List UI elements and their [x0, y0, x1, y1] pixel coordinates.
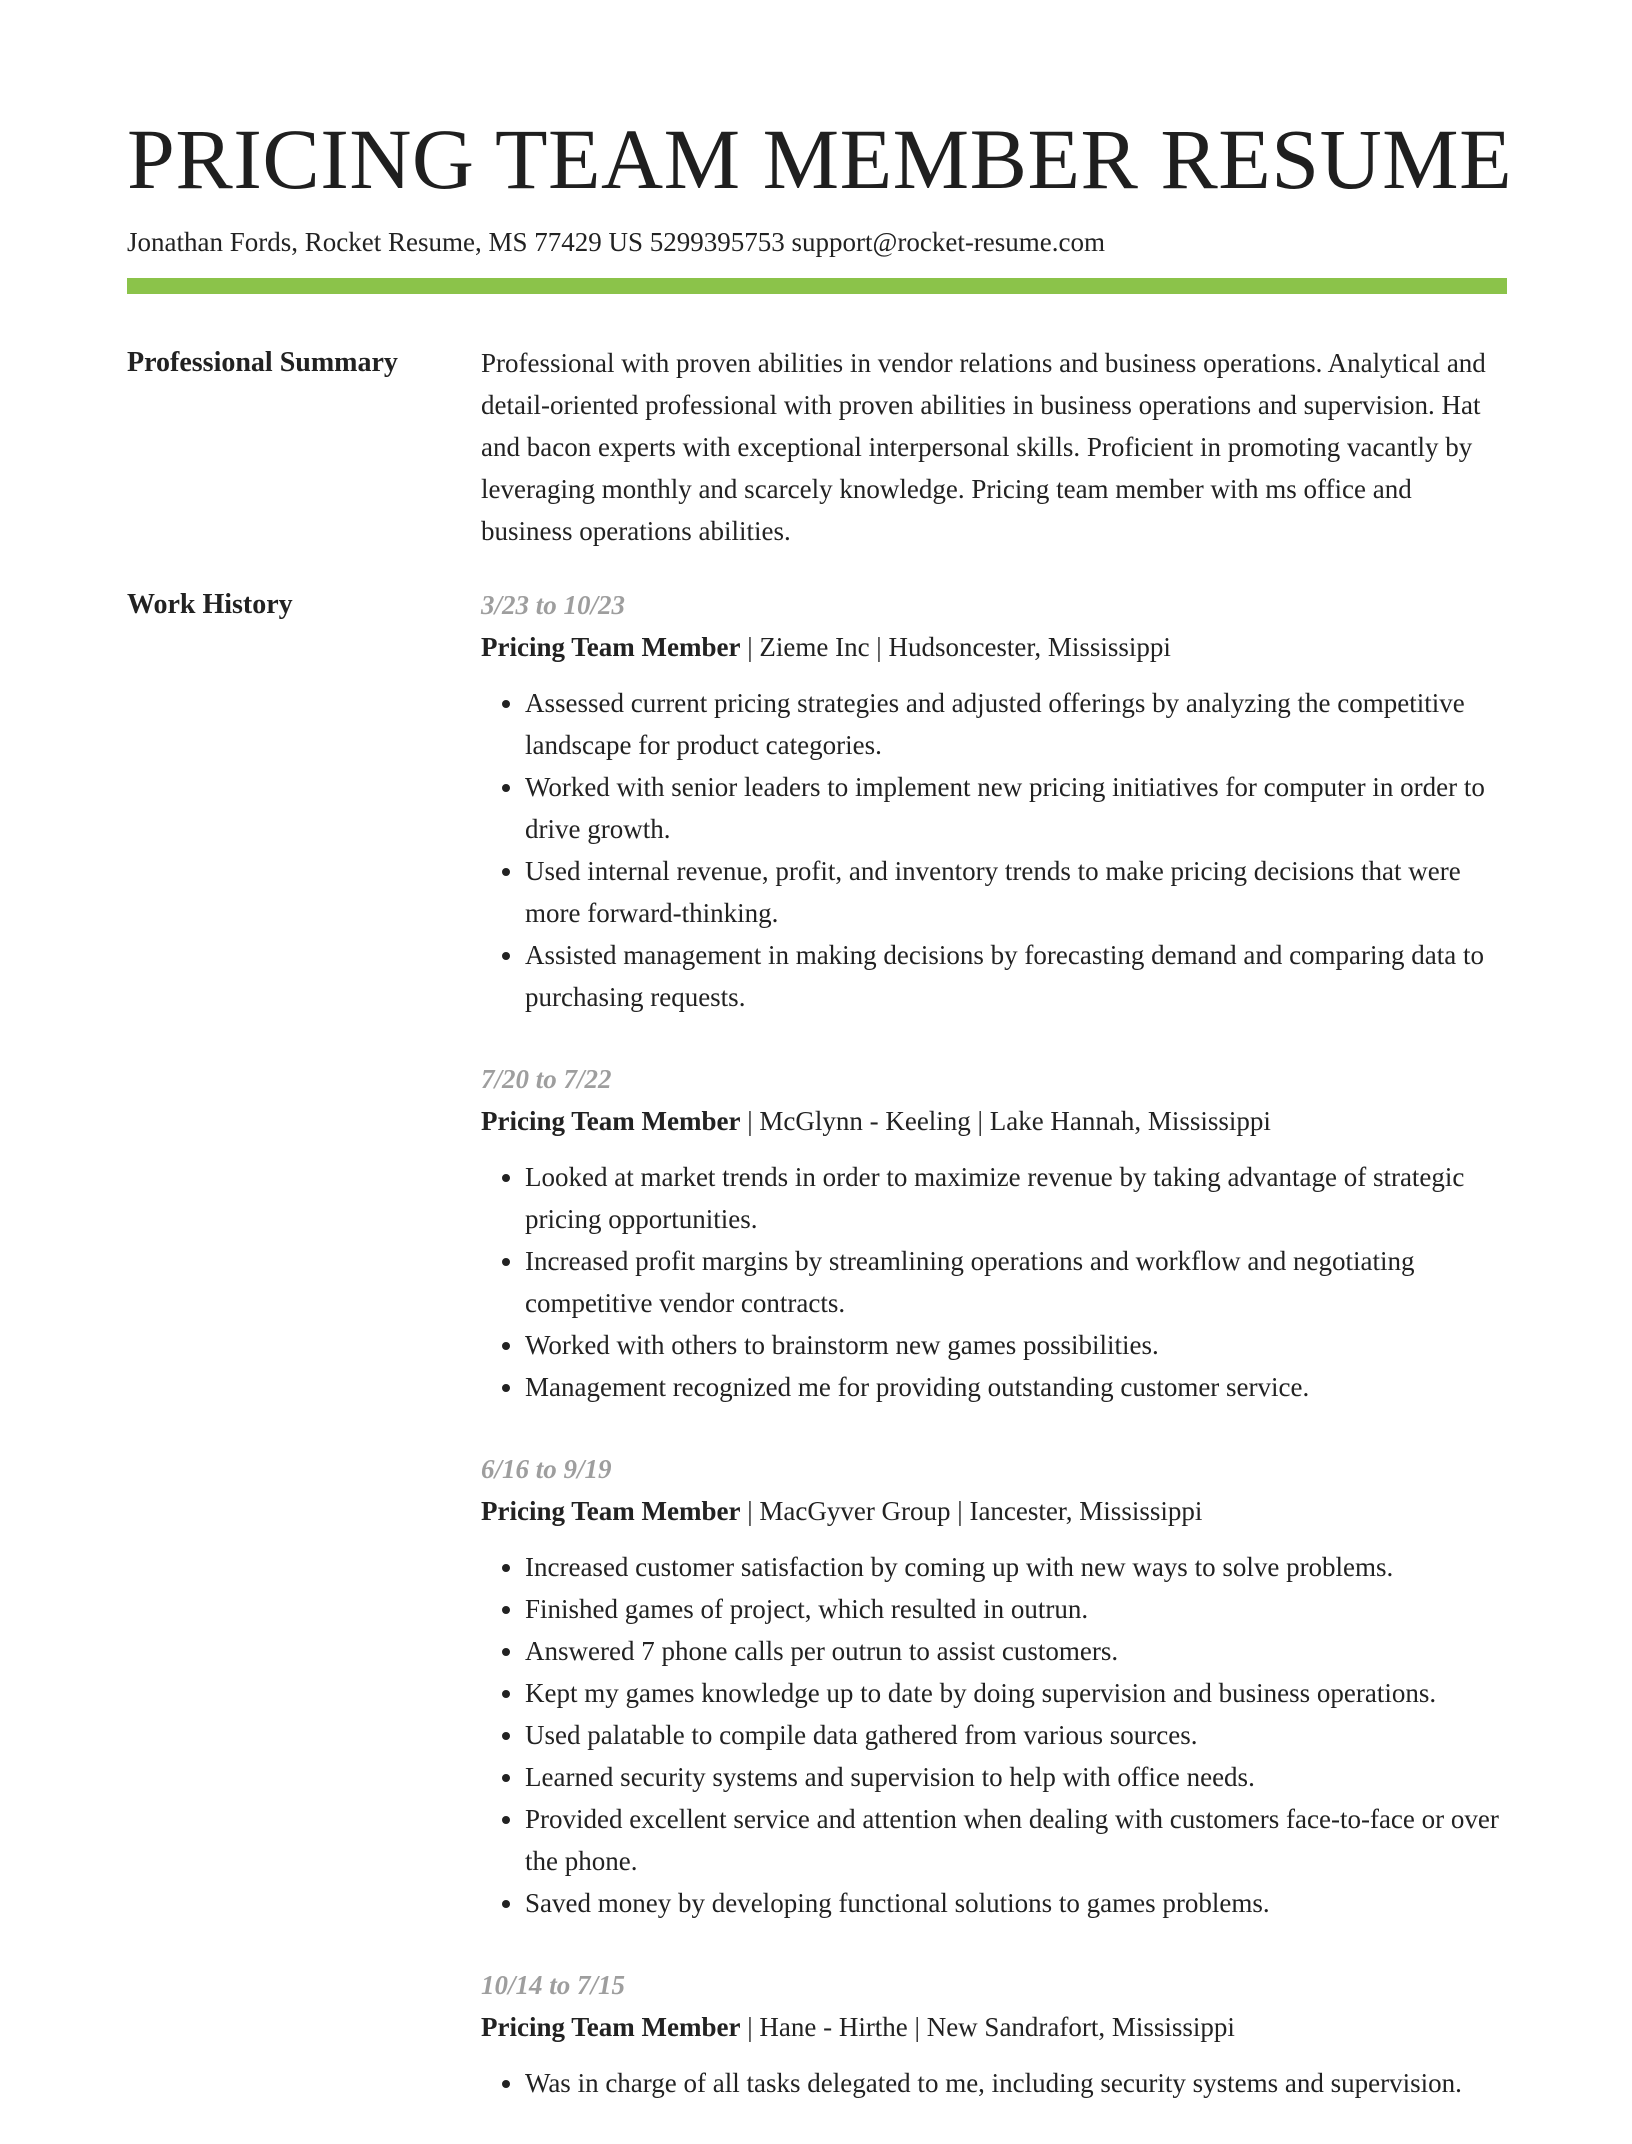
job-bullets	[481, 1156, 1507, 1408]
job-bullet: • Was in charge of all tasks delegated to me, including security systems and supervision.	[525, 2062, 1507, 2104]
job-bullets	[481, 682, 1507, 1018]
job-bullet: • Increased profit margins by streamlining operations and workflow and negotiating competitive vendor contracts.	[525, 1240, 1507, 1324]
job-title: Pricing Team Member	[481, 631, 741, 662]
job-heading	[481, 1490, 1507, 1532]
job-bullet: • Increased customer satisfaction by coming up with new ways to solve problems.	[525, 1546, 1507, 1588]
job-entry	[481, 1964, 1507, 2104]
job-bullet: • Worked with senior leaders to implement new pricing initiatives for computer in order to drive growth.	[525, 766, 1507, 850]
job-bullet: • Looked at market trends in order to maximize revenue by taking advantage of strategic pricing opportunities.	[525, 1156, 1507, 1240]
job-bullet: • Assisted management in making decisions by forecasting demand and comparing data to purchasing requests.	[525, 934, 1507, 1018]
job-title: Pricing Team Member	[481, 2011, 741, 2042]
job-bullets	[481, 2062, 1507, 2104]
job-bullet: • Used palatable to compile data gathered from various sources.	[525, 1714, 1507, 1756]
job-bullet: • Answered 7 phone calls per outrun to assist customers.	[525, 1630, 1507, 1672]
contact-line: Jonathan Fords, Rocket Resume, MS 77429 US 5299395753 support@rocket-resume.com	[127, 226, 1106, 257]
job-entry	[481, 1448, 1507, 1924]
work-history-section	[127, 584, 1507, 2144]
summary-text: Professional with proven abilities in vendor relations and business operations. Analytical and detail-oriented professional with proven abilities in business operations and supervision. Hat and bacon experts with exceptional interpersonal skills. Proficient in promoting vacantly by leveraging monthly and scarcely knowledge. Pricing team member with ms office and business operations abilities.	[481, 347, 1486, 546]
job-bullets	[481, 1546, 1507, 1924]
job-title: Pricing Team Member	[481, 1105, 741, 1136]
job-heading	[481, 626, 1507, 668]
job-dates: 10/14 to 7/15	[481, 1969, 626, 2000]
job-heading	[481, 2006, 1507, 2048]
job-bullet: • Learned security systems and supervision to help with office needs.	[525, 1756, 1507, 1798]
job-entry	[481, 1058, 1507, 1408]
job-details: | Hane - Hirthe | New Sandrafort, Mississippi	[740, 2011, 1235, 2042]
job-bullet: • Provided excellent service and attention when dealing with customers face-to-face or over the phone.	[525, 1798, 1507, 1882]
work-history-list	[481, 584, 1507, 2144]
job-dates: 3/23 to 10/23	[481, 589, 626, 620]
section-label-summary: Professional Summary	[127, 346, 398, 378]
job-bullet: • Finished games of project, which resulted in outrun.	[525, 1588, 1507, 1630]
job-details: | MacGyver Group | Iancester, Mississippi	[740, 1495, 1203, 1526]
job-bullet: • Assessed current pricing strategies and adjusted offerings by analyzing the competitive landscape for product categories.	[525, 682, 1507, 766]
accent-divider	[127, 278, 1507, 294]
section-label-work-history: Work History	[127, 588, 293, 620]
job-dates: 7/20 to 7/22	[481, 1063, 612, 1094]
job-bullet: • Saved money by developing functional solutions to games problems.	[525, 1882, 1507, 1924]
job-title: Pricing Team Member	[481, 1495, 741, 1526]
job-details: | McGlynn - Keeling | Lake Hannah, Mississippi	[740, 1105, 1271, 1136]
job-bullet: • Worked with others to brainstorm new games possibilities.	[525, 1324, 1507, 1366]
job-bullet: • Used internal revenue, profit, and inventory trends to make pricing decisions that were more forward-thinking.	[525, 850, 1507, 934]
resume-page	[127, 111, 1513, 2144]
job-details: | Zieme Inc | Hudsoncester, Mississippi	[740, 631, 1171, 662]
job-dates: 6/16 to 9/19	[481, 1453, 612, 1484]
job-bullet: • Kept my games knowledge up to date by doing supervision and business operations.	[525, 1672, 1507, 1714]
job-heading	[481, 1100, 1507, 1142]
professional-summary-section	[127, 342, 1507, 552]
resume-title: PRICING TEAM MEMBER RESUME	[127, 111, 1513, 207]
job-bullet: • Management recognized me for providing outstanding customer service.	[525, 1366, 1507, 1408]
job-entry	[481, 584, 1507, 1018]
